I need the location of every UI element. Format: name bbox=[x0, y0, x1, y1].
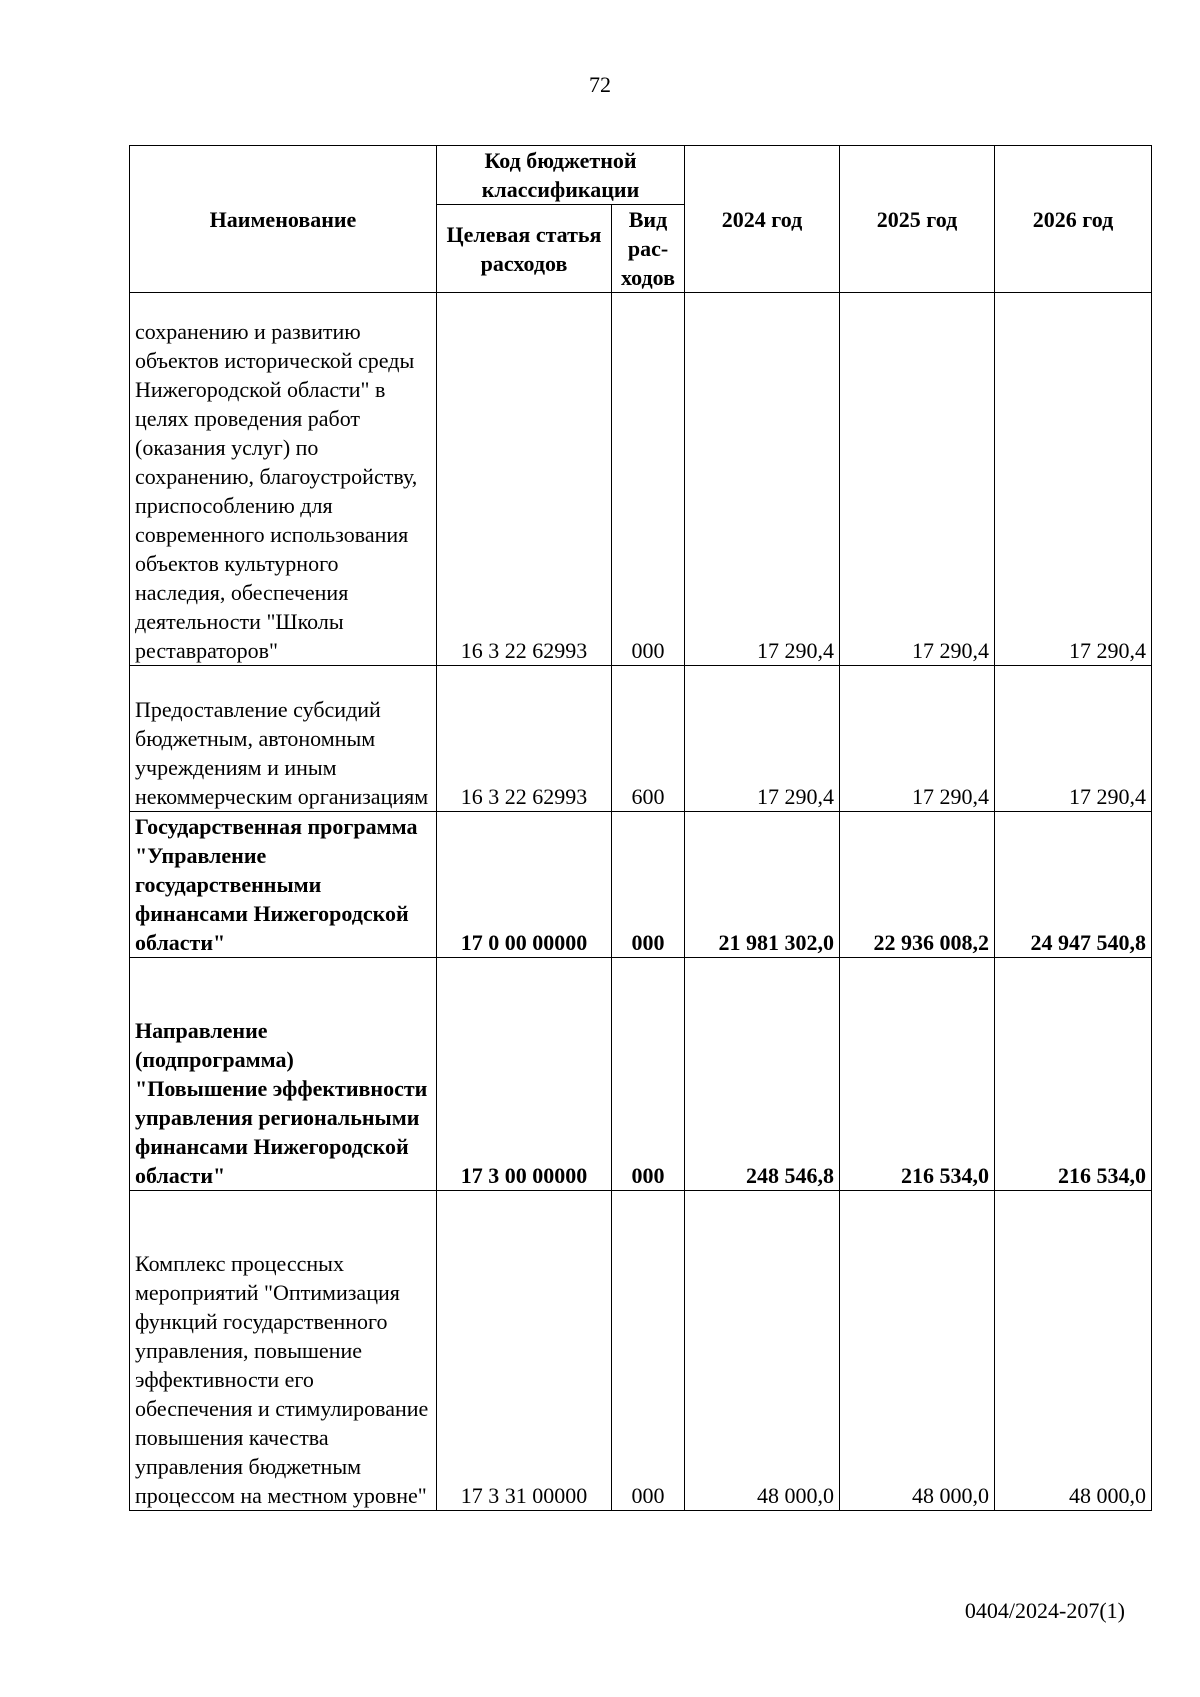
header-2026: 2026 год bbox=[995, 146, 1152, 293]
row-2024: 21 981 302,0 bbox=[685, 812, 840, 958]
row-code: 16 3 22 62993 bbox=[437, 293, 612, 666]
header-2024: 2024 год bbox=[685, 146, 840, 293]
header-row-1 bbox=[130, 146, 1152, 205]
header-name: Наименование bbox=[130, 146, 437, 293]
row-code: 16 3 22 62993 bbox=[437, 666, 612, 812]
row-2025: 22 936 008,2 bbox=[840, 812, 995, 958]
row-2024: 48 000,0 bbox=[685, 1191, 840, 1511]
row-name: Предоставление субсидий бюджетным, автономным учреждениям и иным некоммерческим организациям bbox=[130, 666, 437, 812]
document-id: 0404/2024-207(1) bbox=[964, 1598, 1125, 1623]
row-2026: 216 534,0 bbox=[995, 958, 1152, 1191]
row-code: 17 0 00 00000 bbox=[437, 812, 612, 958]
row-2025: 216 534,0 bbox=[840, 958, 995, 1191]
header-expense-type: Вид рас-ходов bbox=[612, 205, 685, 293]
row-vid: 000 bbox=[612, 958, 685, 1191]
row-2026: 17 290,4 bbox=[995, 666, 1152, 812]
row-2024: 17 290,4 bbox=[685, 293, 840, 666]
row-vid: 000 bbox=[612, 1191, 685, 1511]
row-name: Комплекс процессных мероприятий "Оптимизация функций государственного управления, повышение эффективности его обеспечения и стимулирование повышения качества управления бюджетным процессом на местном уровне" bbox=[130, 1191, 437, 1511]
table-row bbox=[130, 1191, 1152, 1511]
table-row bbox=[130, 666, 1152, 812]
row-name: сохранению и развитию объектов исторической среды Нижегородской области" в целях проведения работ (оказания услуг) по сохранению, благоустройству, приспособлению для современного использования объектов культурного наследия, обеспечения деятельности "Школы реставраторов" bbox=[130, 293, 437, 666]
row-vid: 600 bbox=[612, 666, 685, 812]
row-vid: 000 bbox=[612, 812, 685, 958]
row-code: 17 3 31 00000 bbox=[437, 1191, 612, 1511]
header-target-article: Целевая статья расходов bbox=[437, 205, 612, 293]
row-2024: 17 290,4 bbox=[685, 666, 840, 812]
row-name: Государственная программа "Управление государственными финансами Нижегородской области" bbox=[130, 812, 437, 958]
page-number: 72 bbox=[589, 72, 611, 97]
row-2026: 17 290,4 bbox=[995, 293, 1152, 666]
row-2025: 17 290,4 bbox=[840, 293, 995, 666]
table-row bbox=[130, 812, 1152, 958]
table-row bbox=[130, 293, 1152, 666]
header-2025: 2025 год bbox=[840, 146, 995, 293]
row-2026: 24 947 540,8 bbox=[995, 812, 1152, 958]
row-2025: 17 290,4 bbox=[840, 666, 995, 812]
row-2026: 48 000,0 bbox=[995, 1191, 1152, 1511]
row-2025: 48 000,0 bbox=[840, 1191, 995, 1511]
row-2024: 248 546,8 bbox=[685, 958, 840, 1191]
row-vid: 000 bbox=[612, 293, 685, 666]
budget-table bbox=[129, 145, 1152, 1511]
table-row bbox=[130, 958, 1152, 1191]
row-name: Направление (подпрограмма) "Повышение эффективности управления региональными финансами Нижегородской области" bbox=[130, 958, 437, 1191]
header-kbk: Код бюджетной классификации bbox=[437, 146, 685, 205]
row-code: 17 3 00 00000 bbox=[437, 958, 612, 1191]
